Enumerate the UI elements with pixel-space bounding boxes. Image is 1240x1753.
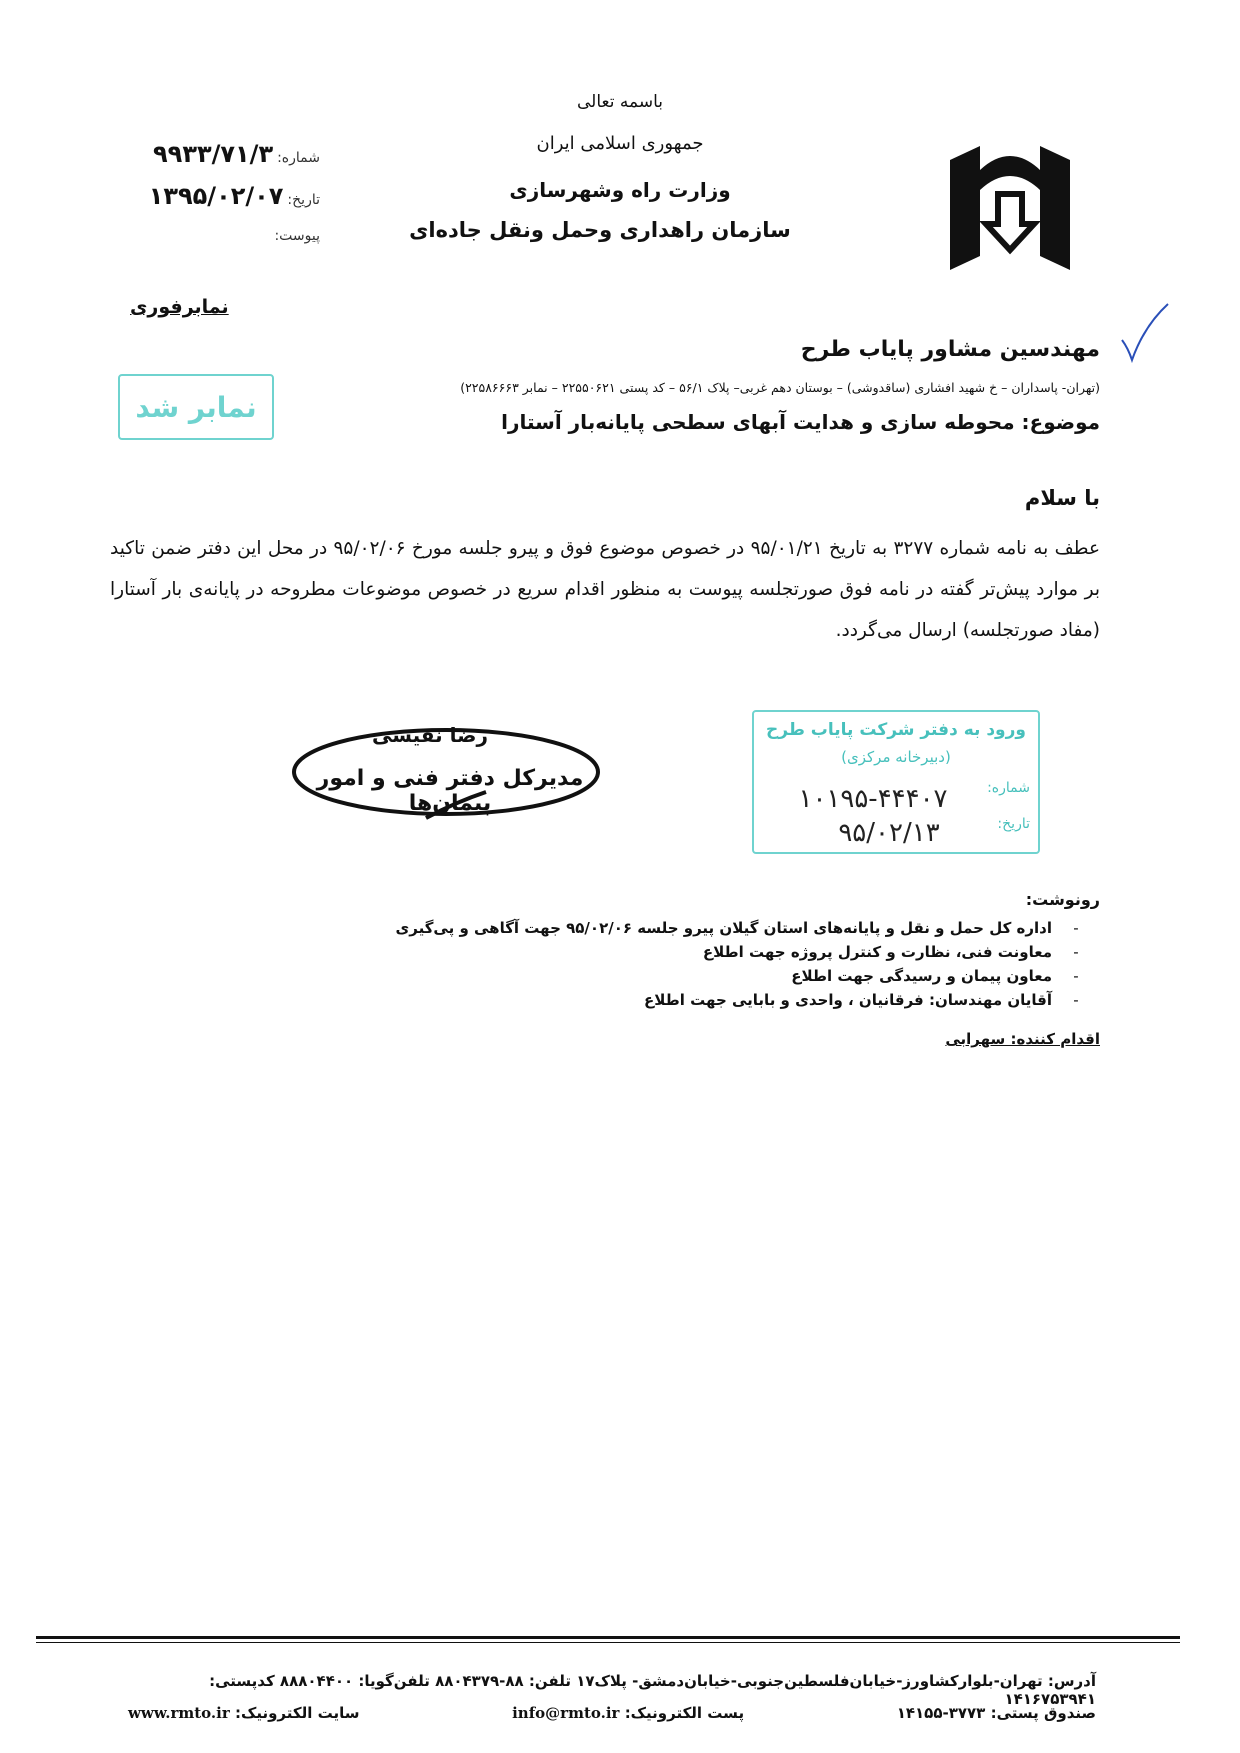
basmala: باسمه تعالی: [577, 92, 663, 112]
cc-item-text: معاونت فنی، نظارت و کنترل پروژه جهت اطلاع: [702, 943, 1052, 961]
letter-attachment-label: پیوست:: [274, 228, 320, 244]
footer-address: آدرس: تهران-بلوارکشاورز-خیابان‌فلسطین‌جنوبی-خیابان‌دمشق- پلاک۱۷ تلفن: ۸۸-۸۸۰۴۳۷۹ تلفن‌گویا: ۸۸۸۰۴۴۰۰ کدپستی: ۱۴۱۶۷۵۳۹۴۱: [209, 1672, 1096, 1708]
footer-website-label: سایت الکترونیک:: [234, 1704, 360, 1722]
footer-divider-thin: [36, 1642, 1180, 1643]
letter-number-value: ۹۹۳۳/۷۱/۳: [153, 140, 274, 168]
cc-item-text: معاون پیمان و رسیدگی جهت اطلاع: [791, 967, 1052, 985]
list-bullet: -: [1073, 919, 1079, 937]
letter-number-label: شماره:: [277, 150, 320, 166]
footer-divider: [36, 1636, 1180, 1639]
list-item: [300, 916, 1100, 940]
recipient-address: (تهران- پاسداران – خ شهید افشاری (ساقدوشی) – بوستان دهم غربی– پلاک ۵۶/۱ – کد پستی ۲۲۵۵۰۶۲۱ – نمابر ۲۲۵۸۶۶۶۳): [460, 380, 1100, 395]
letter-date-value: ۱۳۹۵/۰۲/۰۷: [148, 182, 284, 210]
organization-name: سازمان راهداری وحمل ونقل جاده‌ای: [409, 218, 791, 242]
list-item: [300, 964, 1100, 988]
entry-stamp-number-label: شماره:: [987, 780, 1030, 796]
footer-website[interactable]: [128, 1704, 359, 1722]
entry-stamp-date: ۹۵/۰۲/۱۳: [838, 818, 940, 848]
cc-item-text: آقایان مهندسان: فرقانیان ، واحدی و بابایی جهت اطلاع: [644, 991, 1052, 1009]
ministry-name: وزارت راه وشهرسازی: [509, 178, 731, 202]
footer-email[interactable]: [512, 1704, 744, 1722]
list-bullet: -: [1073, 991, 1079, 1009]
list-bullet: -: [1073, 967, 1079, 985]
letter-date: [120, 182, 320, 210]
footer-email-label: پست الکترونیک:: [624, 1704, 745, 1722]
cc-list: [300, 916, 1100, 1012]
entry-stamp-subtitle: (دبیرخانه مرکزی): [841, 748, 951, 766]
letter-date-label: تاریخ:: [287, 192, 320, 208]
recipient-name: مهندسین مشاور پایاب طرح: [800, 337, 1100, 362]
entry-stamp: [752, 710, 1040, 854]
letter-number: [120, 140, 320, 168]
republic-name: جمهوری اسلامی ایران: [536, 133, 704, 154]
footer-pobox: صندوق پستی: ۳۷۷۳-۱۴۱۵۵: [896, 1704, 1096, 1722]
action-by: اقدام کننده: سهرابی: [945, 1030, 1100, 1048]
cc-title: رونوشت:: [1025, 890, 1100, 909]
rmto-logo-icon: [940, 138, 1080, 278]
checkmark-icon: [1118, 300, 1170, 370]
greeting: با سلام: [1024, 486, 1100, 510]
entry-stamp-date-label: تاریخ:: [997, 816, 1030, 832]
letter-subject: موضوع: محوطه سازی و هدایت آبهای سطحی پایانه‌بار آستارا: [501, 410, 1100, 434]
fax-sent-stamp: نمابر شد: [118, 374, 274, 440]
list-item: [300, 940, 1100, 964]
signatory-title: مدیرکل دفتر فنی و امور پیمان‌ها: [316, 766, 584, 816]
list-item: [300, 988, 1100, 1012]
fax-urgent-label: نمابرفوری: [130, 296, 229, 318]
list-bullet: -: [1073, 943, 1079, 961]
cc-item-text: اداره کل حمل و نقل و پایانه‌های استان گیلان پیرو جلسه ۹۵/۰۲/۰۶ جهت آگاهی و پی‌گیری: [395, 919, 1052, 937]
footer-contact: [128, 1704, 1096, 1722]
footer-website-value[interactable]: www.rmto.ir: [128, 1704, 230, 1722]
letter-body: عطف به نامه شماره ۳۲۷۷ به تاریخ ۹۵/۰۱/۲۱ در خصوص موضوع فوق و پیرو جلسه مورخ ۹۵/۰۲/۰۶ در محل این دفتر ضمن تاکید بر موارد پیش‌تر گفته در نامه فوق صورتجلسه پیوست به منظور اقدام سریع در خصوص موضوعات مطروحه در پایانه‌ی بار آستارا (مفاد صورتجلسه) ارسال می‌گردد.: [110, 538, 1100, 641]
signatory-name: رضا نفیسی: [372, 723, 488, 747]
letter-attachment: [120, 228, 320, 244]
entry-stamp-title: ورود به دفتر شرکت پایاب طرح: [766, 720, 1026, 740]
entry-stamp-number: ۱۰۱۹۵-۴۴۴۰۷: [798, 784, 948, 814]
footer-email-value[interactable]: info@rmto.ir: [512, 1704, 620, 1722]
